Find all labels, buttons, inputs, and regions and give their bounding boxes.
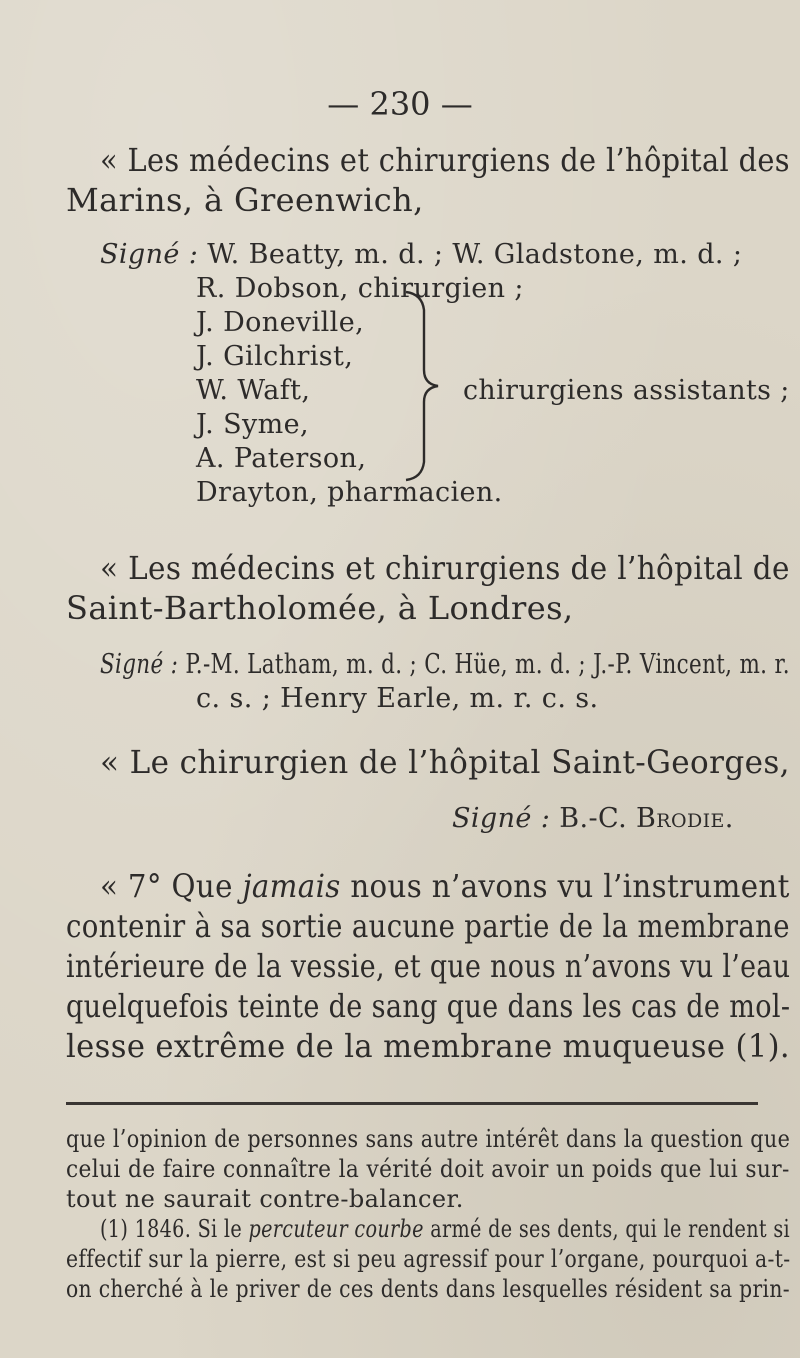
footnote-line6: on cherché à le priver de ces dents dans lesquelles résident sa prin-	[66, 1275, 790, 1303]
signed-label: Signé :	[100, 649, 179, 680]
signed-label: Signé :	[452, 803, 551, 834]
assistant-name: A. Paterson,	[196, 443, 367, 474]
footnote-line3: tout ne saurait contre-balancer.	[66, 1185, 464, 1213]
greenwich-heading-line2: Marins, à Greenwich,	[66, 181, 424, 219]
paragraph-line1-end: nous n’avons vu l’instrument	[340, 867, 790, 905]
saint-georges-signers	[452, 802, 734, 836]
greenwich-signers-line1	[100, 238, 742, 272]
footnote-line2: celui de faire connaître la vérité doit avoir un poids que lui sur-	[66, 1155, 790, 1183]
bartholomee-heading-line2: Saint-Bartholomée, à Londres,	[66, 589, 574, 627]
page-number: — 230 —	[327, 85, 473, 123]
greenwich-signers-line2: R. Dobson, chirurgien ;	[196, 273, 524, 304]
footnote-line4-end: armé de ses dents, qui le rendent si	[423, 1215, 791, 1243]
emphasis-jamais: jamais	[242, 867, 341, 905]
signers-text: P.-M. Latham, m. d. ; C. Hüe, m. d. ; J.-P. Vincent, m. r.	[185, 649, 790, 680]
paragraph-line1	[100, 866, 790, 906]
signed-label: Signé :	[100, 239, 199, 270]
bartholomee-signers-line1	[100, 648, 790, 682]
bartholomee-heading-line1: « Les médecins et chirurgiens de l’hôpital de	[100, 549, 790, 587]
right-brace	[400, 288, 448, 484]
assistant-name: W. Waft,	[196, 375, 311, 406]
pharmacist: Drayton, pharmacien.	[196, 477, 503, 508]
emphasis-percuteur: percuteur courbe	[248, 1215, 424, 1243]
paragraph-line5: lesse extrême de la membrane muqueuse (1).	[66, 1027, 791, 1065]
bartholomee-signers-line2: c. s. ; Henry Earle, m. r. c. s.	[196, 683, 599, 714]
assistant-name: J. Syme,	[196, 409, 310, 440]
assistant-name: J. Doneville,	[196, 307, 365, 338]
footnote-line4	[100, 1214, 790, 1244]
signers-text: W. Beatty, m. d. ; W. Gladstone, m. d. ;	[207, 239, 743, 270]
assistant-name: J. Gilchrist,	[196, 341, 354, 372]
signer-name: B.-C. Brodie.	[559, 803, 734, 834]
paragraph-line4: quelquefois teinte de sang que dans les cas de mol-	[66, 987, 791, 1025]
footnote-line5: effectif sur la pierre, est si peu agressif pour l’organe, pourquoi a-t-	[66, 1245, 791, 1273]
footnote-line1: que l’opinion de personnes sans autre intérêt dans la question que	[66, 1125, 791, 1153]
greenwich-heading-line1: « Les médecins et chirurgiens de l’hôpital des	[100, 141, 790, 179]
footnote-line4-start: (1) 1846. Si le	[100, 1215, 249, 1243]
paragraph-line3: intérieure de la vessie, et que nous n’avons vu l’eau	[66, 947, 791, 985]
paragraph-line1-start: « 7° Que	[100, 867, 243, 905]
saint-georges-heading: « Le chirurgien de l’hôpital Saint-Georges,	[100, 743, 790, 781]
paragraph-line2: contenir à sa sortie aucune partie de la membrane	[66, 907, 790, 945]
assistants-label: chirurgiens assistants ;	[463, 375, 790, 406]
footnote-separator	[66, 1102, 758, 1105]
